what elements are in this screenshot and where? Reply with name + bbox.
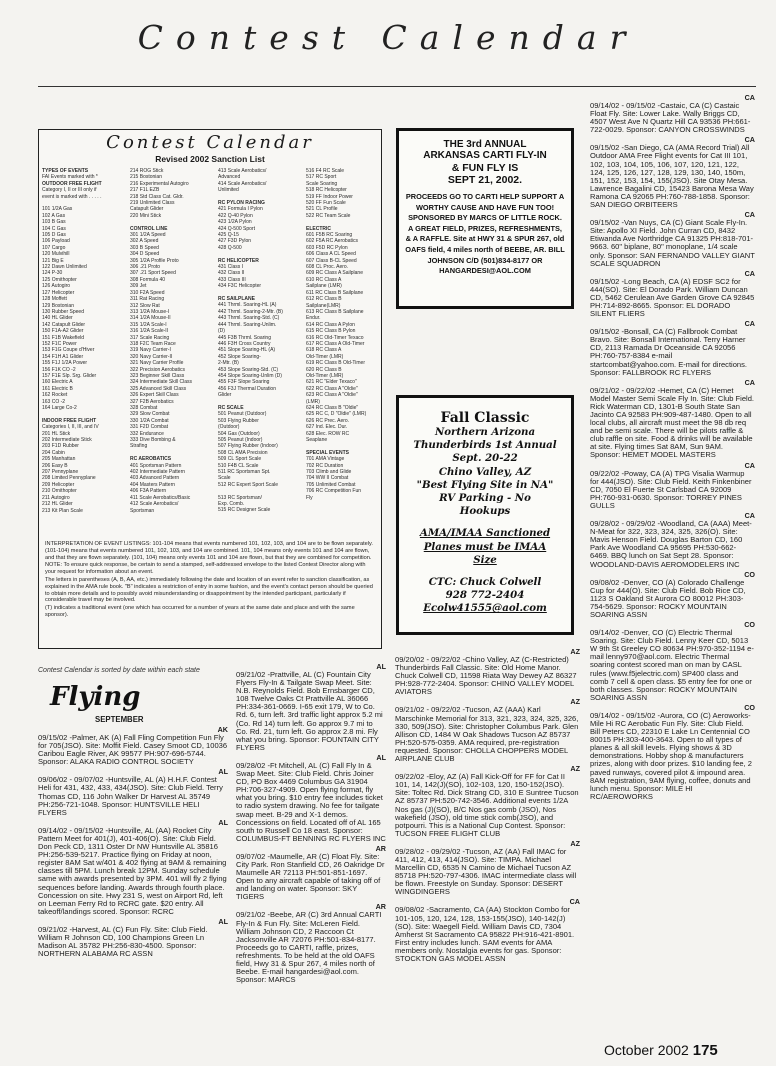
sanction-item: 504 Gas (Outdoor) xyxy=(218,430,260,437)
sanction-item: 325 Advanced Skill Class xyxy=(130,385,187,392)
sanction-item: 122 Dawn Unlimited xyxy=(42,264,87,271)
sanction-item: event is marked with . . . . . xyxy=(42,193,102,200)
sanction-item: 329 Slow Combat xyxy=(130,411,170,418)
sanction-item: RC SAILPLANE xyxy=(218,296,255,303)
sanction-item: INDOOR FREE FLIGHT xyxy=(42,417,97,424)
ad2-contact: 928 772-2404 xyxy=(445,589,525,602)
sanction-item: 322 Precision Aerobatics xyxy=(130,366,186,373)
sanction-item: 102 A Gas xyxy=(42,212,66,219)
sanction-item: 204 Cabin xyxy=(42,449,65,456)
sanction-item: 442 Thrml. Soaring-2-Mtr. (B) xyxy=(218,308,283,315)
sanction-item: 309 Jet xyxy=(130,283,147,290)
event-listing: 09/14/02 - 09/15/02 -Castaic, CA (C) Castaic Float Fly. Site: Lower Lake. Wally Briggs CD, 4507 West Ave N Quartz Hill CA 93536 PH:661-722-0029. Sponsor: CANYON CROSSWINDS xyxy=(590,101,751,135)
sanction-item: 433 Class III xyxy=(218,276,246,283)
event-listing: 09/14/02 - 09/15/02 -Huntsville, AL (AA) Rocket City Pattern Meet for 401(J), 401-406(O). Site: Club Field. Don Peck CD, 1311 Oster Dr NW Huntsville AL 35816 PH:256-539-5217. Practice flying on Friday at noon, register 8AM Sat w/401 & 402 flying at 9AM & remaining classes till 5PM. Lunch break 12PM. Sunday schedule same with awards presented by 3PM. 401 will fly 2 flying sequences before landing. Awards through fourth place. Concession on site. Hwy 231 S, west on Airport Rd, left on Leeman Ferry Rd to RCRC gate. $20 entry. All takeoff/landings scored. Sponsor: RCRC xyxy=(38,825,227,916)
sanction-item: 120 Mulvihill xyxy=(42,251,70,258)
sanction-column xyxy=(218,168,288,514)
sanction-item: 332 Endurance xyxy=(130,430,164,437)
event-listing: 09/28/02 - 09/29/02 -Woodland, CA (AAA) Meet-N-Meat for 322, 323, 324, 325, 326(O). Site: Mavis Henson Field. Douglas Barton CD, 160 Park Ave Woodland CA 95695 PH:530-662-6469. BBQ lunch on Sat Sept 28. Sponsor: WOODLAND-DAVIS AEROMODELERS INC xyxy=(590,519,752,569)
sanction-item: 444 Thrml. Soaring-Unlim. xyxy=(218,321,277,328)
event-listing: 09/06/02 - 09/07/02 -Huntsville, AL (A) H.H.F. Contest Heli for 431, 432, 433, 434(JSO). Site: Club Field. Terry Thomas CD, 116 John Walker Dr Harvest AL 35749 PH:256-721-1048. Sponsor: HUNTSVILLE HELI FLYERS xyxy=(38,775,223,817)
sanction-item: 202 Intermediate Stick xyxy=(42,437,92,444)
sanction-item: 140 HL Glider xyxy=(42,315,73,322)
sanction-item: 705 Unlimited Combat xyxy=(306,481,356,488)
ad2-line: Northern Arizona xyxy=(434,426,536,438)
sanction-item: 101 1/2A Gas xyxy=(42,206,73,213)
sanction-item: Strafing xyxy=(130,443,148,450)
state-tag: CA xyxy=(744,210,755,220)
sanction-item: 302 A Speed xyxy=(130,238,159,245)
sanction-item: ELECTRIC xyxy=(306,225,331,232)
sanction-item: 314 1/2A Mouse-II xyxy=(130,315,171,322)
event-listing: 09/21/02 - 09/22/02 -Hemet, CA (C) Hemet Model Master Semi Scale Fly In. Site: Club Field. Rick Waterman CD, 1301-B South State San Jacinto CA 92583 PH:909-487-1480. Open to all local clubs, all aircraft must meet the 98 db req and be semi scale. There will be pilots raffle & club raffle on site. Food & drinks will be available at site. Flying times Sat 8AM, Sun 9AM. Sponsor: HEMET MODEL MASTERS xyxy=(590,385,754,460)
issue-label: October 2002 xyxy=(604,1042,689,1058)
sanction-item: 505 Peanut (Indoor) xyxy=(218,437,263,443)
sanction-item: 510 F4B CL Scale xyxy=(218,462,259,469)
event-listing: 09/21/02 -Harvest, AL (C) Fun Fly. Site: Club Field. William R Johnson CD, 100 Champions Green Ln Madison AL 35782 PH:256-830-4500. Sponsor: NORTHERN ALABAMA RC ASSN xyxy=(38,924,208,959)
sanction-item: 445 F3B Thrml. Soaring xyxy=(218,334,271,341)
sanction-item: 160 Electric A xyxy=(42,379,73,386)
sanction-item: 512 RC Expert Sport Scale xyxy=(218,481,279,488)
sanction-item: Seaplane xyxy=(306,437,328,444)
ad2-line: Hookups xyxy=(459,505,511,518)
state-tag: AZ xyxy=(570,764,580,774)
sanction-item: 164 Large Co-2 xyxy=(42,405,77,412)
sanction-item: 304 D Speed xyxy=(130,251,160,258)
sanction-item: 213 Kit Plan Scale xyxy=(42,507,83,514)
event-listing: 09/14/02 -Denver, CO (C) Electric Thermal Soaring. Site: Club Field. Lenny Keer CD, 5013 W 9th St Greeley CO 80634 PH:970-352-1194 e-mail lenny970@aol.com. Electric Thermal soaring contest scored man on man by CASL rules (www.f5jelectric.com) SP400 class and comb 7 cell & open class. $5 entry fee for one or both classes. Sponsor: ROCKY MOUNTAIN SOARING ASSN xyxy=(590,628,754,702)
carti-flyin-ad xyxy=(396,128,574,309)
sanction-item: 326 Expert Skill Class xyxy=(130,392,179,399)
sanction-item: Scale Soaring xyxy=(306,180,338,187)
state-tag: AZ xyxy=(570,697,580,707)
sanction-item: 220 Mini Stick xyxy=(130,212,162,219)
sanction-item: 425 Q-15 xyxy=(218,232,239,239)
sanction-item: 142 Catapult Glider xyxy=(42,321,86,328)
sanction-item: 522 RC Team Scale xyxy=(306,212,351,219)
sanction-item: 126 Autogiro xyxy=(42,283,71,290)
event-listing: 09/21/02 -Beebe, AR (C) 3rd Annual CARTI Fly-In & Fun Fly. Site: McLeren Field. William Johnson CD, 2 Raccoon Ct Jacksonville AR 72076 PH:501-834-8177. Proceeds go to CARTI, raffle, prizes, refreshments. To be held at the old OAFS field, Hwy 31 & Spur 267, 4 miles north of Beebe. E-mail hangardesi@aol.com. Sponsor: MARCS xyxy=(236,910,382,985)
sanction-item: 218 Std Class Cat. Gldr. xyxy=(130,193,184,200)
sanction-item: 518 RC Helicopter xyxy=(306,187,347,194)
ad2-sanction: Planes must be IMAA xyxy=(423,540,547,553)
interpretation-notes xyxy=(45,541,377,620)
sanction-item: 333 Dive Bombing & xyxy=(130,437,176,444)
sanction-item: 619 RC Class B Old-Timer xyxy=(306,360,365,367)
sanction-item: 404 Masters Pattern xyxy=(130,481,176,488)
ad2-sanction: Size xyxy=(473,553,497,566)
sanction-item: 414 Scale Aerobatics/ xyxy=(218,180,267,187)
sanction-item: 402 Intermediate Pattern xyxy=(130,469,186,476)
sanction-item: 216 Experimental Autogiro xyxy=(130,180,189,187)
sanction-item: 704 WW II Combat xyxy=(306,475,349,482)
sanction-item: 2-Mtr. (B) xyxy=(218,360,239,367)
sanction-item: 155 F1J 1/2A Power xyxy=(42,360,88,367)
sanction-item: 307 .21 Sport Speed xyxy=(130,270,176,277)
sanction-item: 431 Class I xyxy=(218,264,244,271)
sanction-item: Fly xyxy=(306,494,313,501)
sanction-item: 313 1/2A Mouse-I xyxy=(130,308,170,315)
sanction-item: 621 RC "Elder Texaco" xyxy=(306,379,357,386)
sanction-item: (Outdoor) xyxy=(218,424,240,431)
sanction-item: SPECIAL EVENTS xyxy=(306,449,349,456)
sanction-item: 625 RC C, D "Oldie" (LMR) xyxy=(306,411,367,418)
sanction-item: Advanced xyxy=(218,174,241,181)
sanction-item: 154 F1H A1 Glider xyxy=(42,353,84,360)
event-listing: 09/21/02 -Prattville, AL (C) Fountain City Flyers Fly-In & Tailgate Swap Meet. Site: N.B. Reynolds Field. Bob Ernsbarger CD, 108 Twelve Oaks Ct Prattville AL 36066 PH:334-361-0669. I-65 exit 179, W to Co. Rd. 6, turn left. 3rd traffic light approx 5.2 mi (Co. Rd 14) turn left. Go approx 9.7 mi to Co. Rd. 21, turn left. Go approx 2.8 mi. Fly what you bring. Sponsor: FOUNTAIN CITY FLYERS xyxy=(236,670,383,752)
sanction-item: 622 RC Class A "Oldie" xyxy=(306,385,358,392)
sanction-item: 211 Autogiro xyxy=(42,494,70,501)
event-listing: 09/22/02 -Poway, CA (A) TPG Visalia Warmup for 444(JSO). Site: Club Field. Keith Finkenbiner CD, 7050 El Fuerte St Carlsbad CA 92009 PH:760-931-0630. Sponsor: TORREY PINES GULLS xyxy=(590,468,752,510)
sanction-item: Old-Timer (LMR) xyxy=(306,372,344,379)
sanction-item: CONTROL LINE xyxy=(130,225,168,232)
sanction-item: 454 Slope Soaring-Unlim (D) xyxy=(218,372,282,379)
sanction-item: Sailplane (LMR) xyxy=(306,283,342,290)
sanction-item: 516 F4 RC Scale xyxy=(306,168,345,174)
sanction-item: 321 Navy Carrier Profile xyxy=(130,360,184,367)
sanction-item: 161 Electric B xyxy=(42,385,73,392)
sanction-item: 612 RC Class B xyxy=(306,296,342,303)
sanction-subtitle: Revised 2002 Sanction List xyxy=(155,154,265,164)
sanction-item: RC HELICOPTER xyxy=(218,257,259,264)
ad2-sanction: AMA/IMAA Sanctioned xyxy=(419,527,551,540)
sanction-item: 441 Thrml. Soaring-HL (A) xyxy=(218,302,277,309)
sanction-item: 319 Navy Carrier-I xyxy=(130,347,171,354)
sanction-item: 617 RC Class A Old-Timer xyxy=(306,340,365,347)
state-tag: CA xyxy=(744,319,755,329)
sanction-item: 503 Flying Rubber xyxy=(218,417,259,424)
event-listing: 09/08/02 -Denver, CO (A) Colorado Challenge Cup for 444(O). Site: Club Field. Bob Rice CD, 1123 S Oakland St Aurora CO 80012 PH:303-754-5629. Sponsor: ROCKY MOUNTAIN SOARING ASSN xyxy=(590,577,746,619)
sanction-item: 214 ROG Stick xyxy=(130,168,164,174)
sanction-item: 452 Slope Soaring- xyxy=(218,353,261,360)
top-rule xyxy=(38,86,756,87)
calendar-column-3 xyxy=(395,648,580,1058)
sanction-item: 312 Slow Rat xyxy=(130,302,160,309)
interpretation-paragraph: INTERPRETATION OF EVENT LISTINGS: 101-104 means that events numbered 101, 102, 103, and 104 are to be flown separately. (101-104) means that events numbered 101, 102, 103, and 104 are combined. 101, 104 means only events 101 and 104 are flown, and that they are flown separately. (101, 104) means only events 101 and 104 are flown, but that they are combined for competition. xyxy=(45,541,373,561)
page-footer xyxy=(604,1042,718,1059)
sanction-item: 614 RC Class A Pylon xyxy=(306,321,355,328)
event-listing: 09/20/02 - 09/22/02 -Chino Valley, AZ (C-Restricted) Thunderbirds Fall Classic. Site: Old Home Manor. Chuck Colwell CD, 11598 Riata Way Dewey AZ 86327 PH:928-772-2404. Sponsor: CHINO VALLEY MODEL AVIATORS xyxy=(395,655,577,697)
interpretation-paragraph: The letters in parentheses (A, B, AA, etc.) immediately following the date and location of an event refer to sanction classification, as explained in the AMA rule book. "B" indicates a restriction of entry in some fashion, and the event's contact person should be queried to obtain more details and to possibly avoid misunderstanding or disappointment by the intended participant, particularly if considerable travel may be involved. xyxy=(45,576,373,604)
sanction-item: Exp. Comb. xyxy=(218,501,245,508)
state-tag: CA xyxy=(569,897,580,907)
sanction-item: 157 F1E Slp. Srg. Glider xyxy=(42,372,97,379)
state-tag: CA xyxy=(744,377,755,387)
calendar-column-2 xyxy=(236,663,386,1058)
sanction-item: 446 F3H Cross Country xyxy=(218,340,271,347)
sanction-item: 151 F1B Wakefield xyxy=(42,334,85,341)
ad2-contact: CTC: Chuck Colwell xyxy=(428,576,542,589)
sanction-item: 156 F1K CO -2 xyxy=(42,366,76,373)
interpretation-paragraph: NOTE: To ensure quick response, be certain to send a stamped, self-addressed envelope to the listed Contest Director along with your request for information about an event. xyxy=(45,562,366,576)
sanction-item: 601 F5B RC Soaring xyxy=(306,232,353,239)
fall-classic-ad xyxy=(396,395,574,635)
sanction-event-list xyxy=(42,168,380,514)
sanction-item: 519 FF Indoor Power xyxy=(306,193,353,200)
state-tag: CA xyxy=(744,268,755,278)
sanction-item: 627 Ind. Elec. Dur. xyxy=(306,424,348,431)
sanction-item: 517 RC Sport xyxy=(306,174,337,181)
sanction-item: 105 D Gas xyxy=(42,232,66,239)
ad2-line: "Best Flying Site in NA" xyxy=(416,478,554,491)
ad2-line: RV Parking - No xyxy=(439,492,531,505)
ad2-email: Ecolw41555@aol.com xyxy=(423,602,547,615)
sanction-item: 124 P-30 xyxy=(42,270,63,277)
sanction-title: Contest Calendar xyxy=(106,132,314,153)
masthead-title: Contest Calendar xyxy=(137,18,639,57)
sanction-item: Category I, II or III only if xyxy=(42,187,97,194)
event-listing: 09/15/02 -San Diego, CA (AMA Record Trial) All Outdoor AMA Free Flight events for Cat III 101, 102, 103, 104, 105, 106, 107, 120, 121, 122, 124, 125, 126, 127, 128, 129, 130, 140, 150m, 151, 152, 153, 154, 155(JSO). Site Otay Mesa. Lawrence Bagalini CD, 15423 Barona Mesa Way Ramona CA 92065 PH:760-788-1858. Sponsor: SAN DIEGO ORBITEERS xyxy=(590,143,754,210)
sanction-item: 427 F3D Pylon xyxy=(218,238,252,245)
state-tag: CA xyxy=(744,460,755,470)
event-listing: 09/15/02 -Bonsall, CA (C) Fallbrook Combat Bravo. Site: Bonsall International. Terry Harner CD, 2113 Ramada Dr Oceanside CA 92056 PH:760-757-8384 e-mail startcombat@yahoo.com. E-mail for directions. Sponsor: FALLBROOK RC FLYERS xyxy=(590,327,747,377)
sanction-item: 423 1/2A Pylon xyxy=(218,219,252,226)
ad1-line-3: & FUN FLY IS xyxy=(451,162,519,174)
flying-heading: Flying xyxy=(50,682,141,712)
sanction-item: 328 Combat xyxy=(130,405,158,412)
sanction-item: 611 RC Class B Sailplane xyxy=(306,289,364,296)
sanction-item: RC PYLON RACING xyxy=(218,200,265,207)
sanction-item: 127 Helicopter xyxy=(42,289,75,296)
sanction-item: Unlimited xyxy=(218,187,239,194)
sanction-item: Glider xyxy=(218,392,232,399)
sanction-item: 412 Scale Aerobatics/ xyxy=(130,501,179,508)
state-tag: AR xyxy=(375,902,386,912)
sanction-item: Sailplane(LMR) xyxy=(306,302,341,309)
sanction-item: 203 F1D Rubber xyxy=(42,443,79,450)
ad1-line-4: SEPT 21, 2002. xyxy=(447,174,523,186)
sanction-item: 509 CL Sport Scale xyxy=(218,456,262,463)
sanction-item: 413 Scale Aerobatics/ xyxy=(218,168,267,174)
sanction-item: 128 Moffett xyxy=(42,296,67,303)
sanction-item: 513 RC Sportsman/ xyxy=(218,494,262,501)
sanction-item: 305 1/2A Profile Proto xyxy=(130,257,179,264)
sanction-item: 317 Scale Racing xyxy=(130,334,170,341)
sanction-item: 310 F2A Speed xyxy=(130,289,165,296)
sanction-item: OUTDOOR FREE FLIGHT xyxy=(42,180,102,187)
month-heading: SEPTEMBER xyxy=(95,715,144,724)
event-listing: 09/15/02 -Palmer, AK (A) Fall Fling Competition Fun Fly for 705(JSO). Site: Moffit Field. Casey Smoot CD, 10036 Caribou Eagle River, AK 99577 PH:907-696-5744. Sponsor: ALAKA RADIO CONTROL SOCIETY xyxy=(38,733,228,767)
sanction-item: 608 CL Proc. Aero. xyxy=(306,264,349,271)
state-tag: AL xyxy=(376,752,386,762)
sanction-item: 153 F1G Coupe d'Hiver xyxy=(42,347,95,354)
sanction-item: 104 C Gas xyxy=(42,225,66,232)
sanction-item: 107 Cargo xyxy=(42,244,66,251)
state-tag: AZ xyxy=(570,648,580,656)
sanction-item: 301 1/2A Speed xyxy=(130,232,166,239)
state-tag: AL xyxy=(218,916,228,926)
event-listing: 09/15/02 -Long Beach, CA (A) EDSF SC2 for 444(SO). Site: El Dorado Park. William Duncan CD, 5462 Cerulean Ave Garden Grove CA 92845 PH:714-892-8665. Sponsor: EL DORADO SILENT FLIERS xyxy=(590,276,755,319)
sanction-item: 163 CO -2 xyxy=(42,398,66,405)
event-listing: 09/14/02 - 09/15/02 -Aurora, CO (C) Aeroworks-Mile Hi RC Aerobatic Fun Fly. Site: Club Field. Bill Peters CD, 22310 E Lake Ln Centennial CO 80015 PH:303-400-3643. Open to all types of planes & all skill levels. Flying shows & 3D demonstrations. Hobby shop & manufacturers prizes, along with door prizes. $10 landing fee, 2 paved runways, covered pilot & impound area. 8AM registration, 9AM flying, coffee, donuts and lunch menu. Sponsor: MILE HI RC/AEROWORKS xyxy=(590,710,752,801)
sanction-item: 306 .21 Proto xyxy=(130,264,161,271)
state-tag: CO xyxy=(744,620,755,630)
sanction-item: 205 Manhattan xyxy=(42,456,76,463)
sanction-item: 421 Formula I Pylon xyxy=(218,206,263,213)
sanction-item: Categories I, II, III, and IV xyxy=(42,424,99,431)
sanction-column xyxy=(306,168,376,501)
sanction-item: 318 F2C Team Race xyxy=(130,340,176,347)
sanction-item: 207 Pennyplane xyxy=(42,469,79,476)
sanction-item: 511 RC Sportsman Spt. xyxy=(218,469,271,476)
sanction-item: Endur. xyxy=(306,315,321,322)
sanction-item: 706 RC Competition Fun xyxy=(306,488,362,495)
sanction-item: 422 Q-40 Pylon xyxy=(218,212,253,219)
sanction-item: 129 Bostonian xyxy=(42,302,74,309)
ad1-body: PROCEEDS GO TO CARTI HELP SUPPORT A WORTHY CAUSE AND HAVE FUN TOO! SPONSORED BY MARCS OF LITTLE ROCK. A GREAT FIELD, PRIZES, REFRESHMENTS, & A RAFFLE. Site at HWY 31 & SPUR 267, old OAFS field, 4 miles north of BEEBE, AR. BILL JOHNSON C/D (501)834-8177 OR HANGARDESI@AOL.COM xyxy=(405,192,565,276)
sanction-item: 451 Slope Soaring-HL (A) xyxy=(218,347,276,354)
sanction-item: TYPES OF EVENTS xyxy=(42,168,89,174)
event-listing: 09/22/02 -Eloy, AZ (A) Fall Kick-Off for FF for Cat II 101, 14, 142(J)(SO), 102-103, 120, 150-152(JSO). Site: Toltec Rd. Dick Strang CD, 310 E Suntree Tucson AZ 85737 PH:520-742-3546. Additional events 1/2A Nos gas (J)(SO), B/C Nos gas comb (JSO), Nos wakefield (JSO), old time stick comb(JSO), and potpourri. This is a National Cup Contest. Sponsor: TUCSON FREE FLIGHT CLUB xyxy=(395,772,579,838)
sanction-item: 623 RC Class A "Oldie" xyxy=(306,392,358,399)
sanction-item: 103 B Gas xyxy=(42,219,66,226)
sanction-item: 618 RC Class A xyxy=(306,347,342,354)
sanction-item: 324 Intermediate Skill Class xyxy=(130,379,192,386)
sanction-item: 432 Class II xyxy=(218,270,245,277)
sanction-item: 626 RC Prec. Aero. xyxy=(306,417,350,424)
event-listing: 09/28/02 -Ft Mitchell, AL (C) Fall Fly In & Swap Meet. Site: Club Field. Chris Joiner CD, PO Box 4469 Columbus GA 31904 PH:706-327-4909. Open flying format, fly what you bring. $10 entry fee includes ticket to radio system drawing. No fee for tailgate swap meet. B-29 and X-1 demos. Concessions on field. Located off of AL 165 south to Russell Co 18 east. Sponsor: COLUMBUS-FT BENNING RC FLYERS INC xyxy=(236,760,386,843)
event-listing: 09/28/02 - 09/29/02 -Tucson, AZ (AA) Fall IMAC for 411, 412, 413, 414(JSO). Site: TIMPA. Michael Marcellin CD, 6535 N Camino de Michael Tucson AZ 85718 PH:520-797-4306. IMAC intermediate class will be flown. Freestyle on Sunday. Sponsor: DESERT WINGDINGERS xyxy=(395,846,577,897)
ad2-line: Thunderbirds 1st Annual xyxy=(413,439,557,452)
sanction-item: 323 Beginner Skill Class xyxy=(130,372,185,379)
sanction-item: 316 1/2A Scale-II xyxy=(130,328,169,335)
sanction-item: (D) xyxy=(218,328,225,335)
calendar-column-1 xyxy=(38,726,228,1051)
event-listing: 09/08/02 -Sacramento, CA (AA) Stockton Combo for 101-105, 120, 124, 128, 153-155(JSO), 140-142(J)(SO). Site: Waegell Field. William Davis CD, 7304 Amherst St Sacramento CA 95822 PH:916-421-8901. First entry includes lunch. SAM events for AMA members only. Nostalgia events for gas. Sponsor: STOCKTON GAS MODEL ASSN xyxy=(395,905,575,963)
sanction-item: 215 Bostonian xyxy=(130,174,162,181)
sanction-item: 624 RC Class B "Oldie" xyxy=(306,405,359,412)
sanction-item: 515 RC Designer Scale xyxy=(218,507,271,514)
sanction-item: 424 Q-500 Sport xyxy=(218,225,255,232)
sanction-item: RC AEROBATICS xyxy=(130,456,172,463)
ad1-line-1: THE 3rd ANNUAL xyxy=(443,139,527,150)
ad2-line: Chino Valley, AZ xyxy=(438,465,532,478)
sanction-item: 434 F3C Helicopter xyxy=(218,283,262,290)
sanction-item: Old-Timer (LMR) xyxy=(306,353,344,360)
state-tag: AL xyxy=(218,817,228,827)
ad2-line: Sept. 20-22 xyxy=(452,452,518,465)
sanction-item: 209 Helicopter xyxy=(42,481,75,488)
sanction-item: 130 Rubber Speed xyxy=(42,308,84,315)
sanction-item: RC SCALE xyxy=(218,404,244,411)
sanction-item: 162 Rocket xyxy=(42,392,68,399)
sanction-column xyxy=(42,168,112,514)
sanction-item: Sportsman xyxy=(130,507,155,514)
sanction-item: 443 Thrml. Soaring-Std. (C) xyxy=(218,315,280,322)
sanction-item: 701 AMA Vintage xyxy=(306,456,345,463)
sanction-item: 150 F1A-A2 Glider xyxy=(42,328,84,335)
sanction-item: 609 RC Class A Sailplane xyxy=(306,270,363,277)
event-listing: 09/15/02 -Van Nuys, CA (C) Giant Scale Fly-In. Site: Apollo XI Field. John Curran CD, 8432 Etiwanda Ave Northridge CA 91325 PH:818-701-9663. 60" biplane, 80" monoplane, 1/4 scale only. Sponsor: SAN FERNANDO VALLEY GIANT SCALE SQUADRON xyxy=(590,218,755,268)
sanction-item: 121 Big E xyxy=(42,257,64,264)
sanction-item: 411 Scale Aerobatics/Basic xyxy=(130,494,191,501)
sanction-item: 308 Formula 40 xyxy=(130,276,166,283)
calendar-column-4 xyxy=(590,94,755,1038)
sanction-item: 315 1/2A Scale-I xyxy=(130,321,167,328)
sanction-item: 613 RC Class B Sailplane xyxy=(306,308,364,315)
state-tag: CO xyxy=(744,702,755,712)
event-listing: 09/21/02 - 09/22/02 -Tucson, AZ (AAA) Karl Marschinke Memorial for 313, 321, 323, 324, 325, 326, 330, 509(JSO). Site: Christopher Columbus Park. Glen Allison CD, 1484 W Oak Shadows Tucson AZ 85737 PH:520-575-0359. AMA required, pre-registration requested. Sponsor: CHOLLA CHOPPERS MODEL AIRPLANE CLUB xyxy=(395,705,579,764)
sanction-item: Scale xyxy=(218,475,231,482)
state-tag: AZ xyxy=(570,838,580,848)
sanction-item: 106 Payload xyxy=(42,238,70,245)
sanction-item: 219 Unlimited Class xyxy=(130,200,175,207)
sanction-item: 311 Rat Racing xyxy=(130,296,165,303)
sanction-item: 507 Flying Rubber (Indoor) xyxy=(218,443,278,450)
sanction-item: 501 Peanut (Outdoor) xyxy=(218,411,267,418)
sanction-item: 303 B Speed xyxy=(130,244,159,251)
sanction-item: 628 Elec. ROW RC xyxy=(306,430,350,437)
page-number: 175 xyxy=(692,1042,718,1059)
sanction-item: 616 RC Old-Timer Texaco xyxy=(306,334,364,341)
sanction-item: 406 F3A Pattern xyxy=(130,488,167,495)
sanction-item: 125 Ornithopter xyxy=(42,276,77,283)
sanction-item: 217 F1L EZB xyxy=(130,187,160,194)
sanction-item: 521 CL Profile xyxy=(306,206,338,213)
sanction-list-box xyxy=(38,129,382,649)
state-tag: AL xyxy=(376,663,386,671)
state-tag: AL xyxy=(218,767,228,777)
sanction-item: 320 Navy Carrier-II xyxy=(130,353,173,360)
sanction-item: 401 Sportsman Pattern xyxy=(130,462,182,469)
sort-note: Contest Calendar is sorted by date within each state xyxy=(38,667,200,674)
event-listing: 09/07/02 -Maumelle, AR (C) Float Fly. Site: City Park. Ron Stanfield CD, 26 Oakridge Dr Maumelle AR 72113 PH:501-851-1697. Open to any aircraft capable of taking off of and landing on water. Sponsor: SKY TIGERS xyxy=(236,851,385,902)
sanction-item: 210 Ornithopter xyxy=(42,488,77,495)
sanction-item: 330 1/2A Combat xyxy=(130,417,169,424)
ad1-line-2: ARKANSAS CARTI FLY-IN xyxy=(423,150,547,161)
sanction-item: 508 CL AMA Precision xyxy=(218,449,268,456)
state-tag: AR xyxy=(375,843,386,853)
state-tag: AK xyxy=(217,726,228,734)
sanction-item: 602 F5A RC Aerobatics xyxy=(306,238,358,245)
sanction-item: 615 RC Class B Pylon xyxy=(306,328,356,335)
sanction-item: 606 Class A CL Speed xyxy=(306,251,356,258)
sanction-item: 208 Limited Pennyplane xyxy=(42,475,96,482)
sanction-item: 152 F1C Power xyxy=(42,340,77,347)
state-tag: CA xyxy=(744,135,755,145)
sanction-item: 453 Slope Soaring-Std. (C) xyxy=(218,366,279,373)
state-tag: CA xyxy=(744,511,755,521)
sanction-item: 702 RC Duration xyxy=(306,462,344,469)
sanction-item: 331 F2D Combat xyxy=(130,424,169,431)
sanction-item: 520 FF Fun Scale xyxy=(306,200,346,207)
sanction-column xyxy=(130,168,200,514)
sanction-item: 201 HL Stick xyxy=(42,430,71,437)
sanction-item: Catapult Glider xyxy=(130,206,164,213)
sanction-item: 455 F3F Slope Soaring xyxy=(218,379,270,386)
sanction-item: 428 Q-500 xyxy=(218,244,242,251)
sanction-item: 610 RC Class A xyxy=(306,276,342,283)
sanction-item: 607 Class B-CL Speed xyxy=(306,257,357,264)
interpretation-paragraph: (T) indicates a traditional event (one which has occurred for a number of years at the same date and place and with the same sponsor). xyxy=(45,605,355,618)
sanction-item: 703 Climb and Glide xyxy=(306,469,352,476)
sanction-item: 212 HL Glider xyxy=(42,501,73,508)
sanction-item: 603 F5D RC Pylon xyxy=(306,244,348,251)
sanction-item: 620 RC Class B xyxy=(306,366,342,373)
sanction-item: 327 F2B Aerobatics xyxy=(130,398,174,405)
sanction-item: FAI Events marked with * xyxy=(42,174,98,181)
ad2-title: Fall Classic xyxy=(440,410,530,426)
sanction-item: 456 F3J Thermal Duration xyxy=(218,385,276,392)
state-tag: CO xyxy=(744,569,755,579)
sanction-item: 403 Advanced Pattern xyxy=(130,475,180,482)
state-tag: CA xyxy=(744,94,755,102)
sanction-item: 206 Easy B xyxy=(42,462,68,469)
sanction-item: (LMR) xyxy=(306,398,320,405)
